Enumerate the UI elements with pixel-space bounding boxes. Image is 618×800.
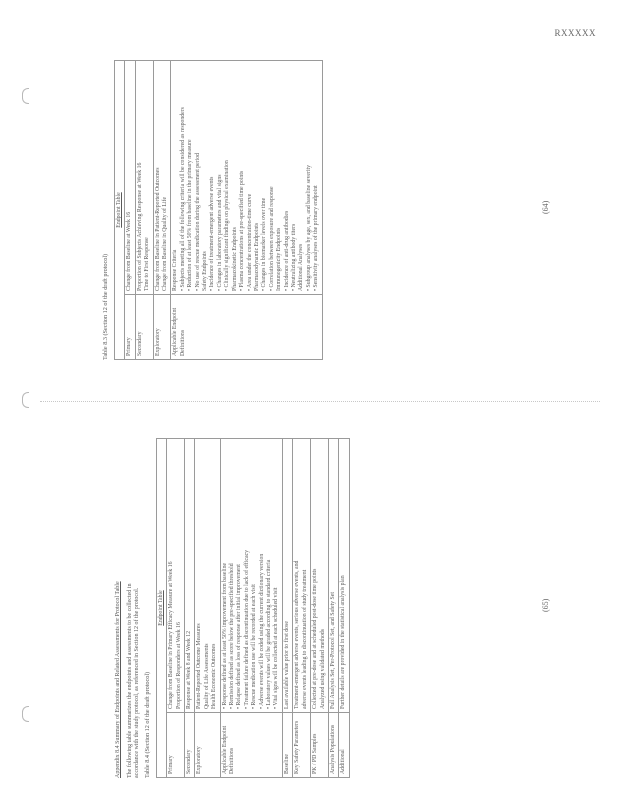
row-content (171, 61, 322, 295)
endpoint-table-top (114, 60, 323, 360)
row-line: • Area under the concentration-time curve (246, 193, 253, 291)
row-line: Change from Baseline in Primary Efficacy Measure at Week 16 (168, 561, 175, 709)
row-line: • Remission defined as score below the pre-specified threshold (229, 563, 236, 709)
row-label: Key Safety Parameters (293, 713, 311, 778)
row-line: Quality of Life Assessments (203, 643, 210, 709)
row-content (220, 439, 282, 713)
row-line: Proportion of Subjects Achieving Response at Week 16 (136, 162, 143, 291)
table-row (282, 439, 292, 778)
row-label: Primary (167, 713, 185, 778)
row-label: Applicable Endpoint Definitions (220, 713, 282, 778)
row-line: • Reduction of at least 50% from baseline in the primary measure (187, 139, 194, 291)
row-line: • Changes in biomarker levels over time (261, 197, 268, 291)
table-row (171, 61, 322, 360)
row-line: • Response defined as at least 50% improvement from baseline (221, 562, 228, 709)
row-line: • Correlation between exposure and response (268, 186, 275, 291)
row-line: • Relapse defined as loss of response after initial improvement (236, 564, 243, 709)
document-code: RXXXXX (554, 28, 596, 38)
row-line: Patient-Reported Outcome Measures (196, 623, 203, 709)
row-line: • Subjects meeting all of the following criteria will be considered as responders (179, 107, 186, 291)
row-line: Analyzed using validated methods (319, 628, 326, 709)
table-row (167, 439, 185, 778)
row-label: Baseline (282, 713, 292, 778)
row-line: Last available value prior to first dose (283, 621, 290, 709)
row-label: PK / PD Samples (311, 713, 329, 778)
row-line: Immunogenicity Endpoints (276, 227, 283, 291)
row-line: Pharmacokinetic Endpoints (231, 227, 238, 291)
table-caption: Table 8.4 (Section 12 of the draft protocol) (143, 671, 151, 778)
row-line: Change from Baseline at Week 16 (126, 211, 133, 291)
table-row (125, 61, 135, 360)
row-line: • Incidence of anti-drug antibodies (283, 210, 290, 291)
row-line: Pharmacodynamic Endpoints (253, 222, 260, 291)
row-line: Treatment-emergent adverse events, serious adverse events, and (294, 560, 301, 709)
punch-hole-mark (22, 706, 29, 722)
row-content (293, 439, 311, 713)
row-content (311, 439, 329, 713)
row-content (195, 439, 220, 713)
table-row (185, 439, 195, 778)
row-line: • Clinically significant findings on physical examination (224, 160, 231, 291)
row-line: Collected at pre-dose and at scheduled post-dose time points (312, 568, 319, 709)
punch-hole-mark (22, 88, 29, 104)
row-line: • Laboratory values will be graded according to standard criteria (266, 559, 273, 709)
row-content (328, 439, 338, 713)
table-row (311, 439, 329, 778)
row-line: Time to First Response (144, 237, 151, 291)
row-label: Analysis Populations (328, 713, 338, 778)
table-row (195, 439, 220, 778)
row-line: • Vital signs will be collected at each scheduled visit (273, 587, 280, 709)
table-header: Endpoint Table (115, 61, 125, 360)
page-divider (40, 401, 600, 402)
intro-line: accordance with the study protocol, as referenced in Section 12 of the protocol. (134, 587, 141, 778)
row-content (125, 61, 135, 295)
row-line: Health Economic Outcomes (211, 643, 218, 709)
row-content (153, 61, 171, 295)
row-line: Proportion of Responders at Week 16 (175, 622, 182, 709)
page-number-top: (64) (541, 200, 550, 214)
row-label: Exploratory (153, 295, 171, 360)
row-line: Safety Endpoints (202, 251, 209, 291)
row-content (185, 439, 195, 713)
row-line: • Rescue medication use will be recorded at each visit (251, 584, 258, 709)
row-line: • Changes in laboratory parameters and vital signs (216, 174, 223, 291)
table-caption: Table 8.3 (Section 12 of the draft protocol) (102, 253, 109, 360)
top-page-section (100, 60, 323, 360)
row-line: • Incidence of treatment-emergent adverse events (209, 176, 216, 291)
intro-line: The following table summarizes the endpoints and assessments to be collected in (126, 583, 133, 778)
row-line: • Neutralizing antibody titers (290, 223, 297, 291)
table-row (153, 61, 171, 360)
row-line: Further details are provided in the statistical analysis plan (340, 575, 347, 709)
row-line: Full Analysis Set, Per-Protocol Set, and Safety Set (329, 592, 336, 709)
bottom-page-section (115, 438, 350, 778)
table-row (220, 439, 282, 778)
page-number-bottom: (65) (541, 598, 550, 612)
row-line: • Subgroup analyses by age, sex, and baseline severity (305, 165, 312, 291)
row-label: Exploratory (195, 713, 220, 778)
row-line: Change from Baseline in Patient-Reported Outcomes (154, 167, 161, 291)
row-line: • Sensitivity analyses of the primary endpoint (313, 185, 320, 291)
row-label: Applicable Endpoint Definitions (171, 295, 322, 360)
appendix-heading: Appendix 8.4 Summary of Endpoints and Related Assessments for Protocol Table (115, 581, 121, 778)
row-line: • Treatment failure defined as discontinuation due to lack of efficacy (243, 549, 250, 709)
table-row (293, 439, 311, 778)
row-content (167, 439, 185, 713)
row-line: • Adverse events will be coded using the current dictionary version (258, 553, 265, 709)
endpoint-table-bottom (156, 438, 350, 778)
row-label: Secondary (135, 295, 153, 360)
row-line: adverse events leading to discontinuation of study treatment (301, 569, 308, 709)
row-line: • No use of rescue medication during the assessment period (194, 152, 201, 291)
table-row (328, 439, 338, 778)
row-content (135, 61, 153, 295)
table-header: Endpoint Table (156, 439, 166, 778)
row-line: Response at Week 8 and Week 12 (186, 630, 192, 709)
row-line: Additional Analyses (298, 243, 305, 291)
table-row (339, 439, 349, 778)
row-content (339, 439, 349, 713)
table-row (135, 61, 153, 360)
row-label: Secondary (185, 713, 195, 778)
row-line: Response Criteria (172, 249, 179, 291)
row-line: • Plasma concentrations at pre-specified time points (239, 170, 246, 291)
row-content (282, 439, 292, 713)
row-label: Additional (339, 713, 349, 778)
punch-hole-mark (22, 392, 29, 408)
row-label: Primary (125, 295, 135, 360)
row-line: Change from Baseline in Quality of Life (162, 196, 169, 291)
